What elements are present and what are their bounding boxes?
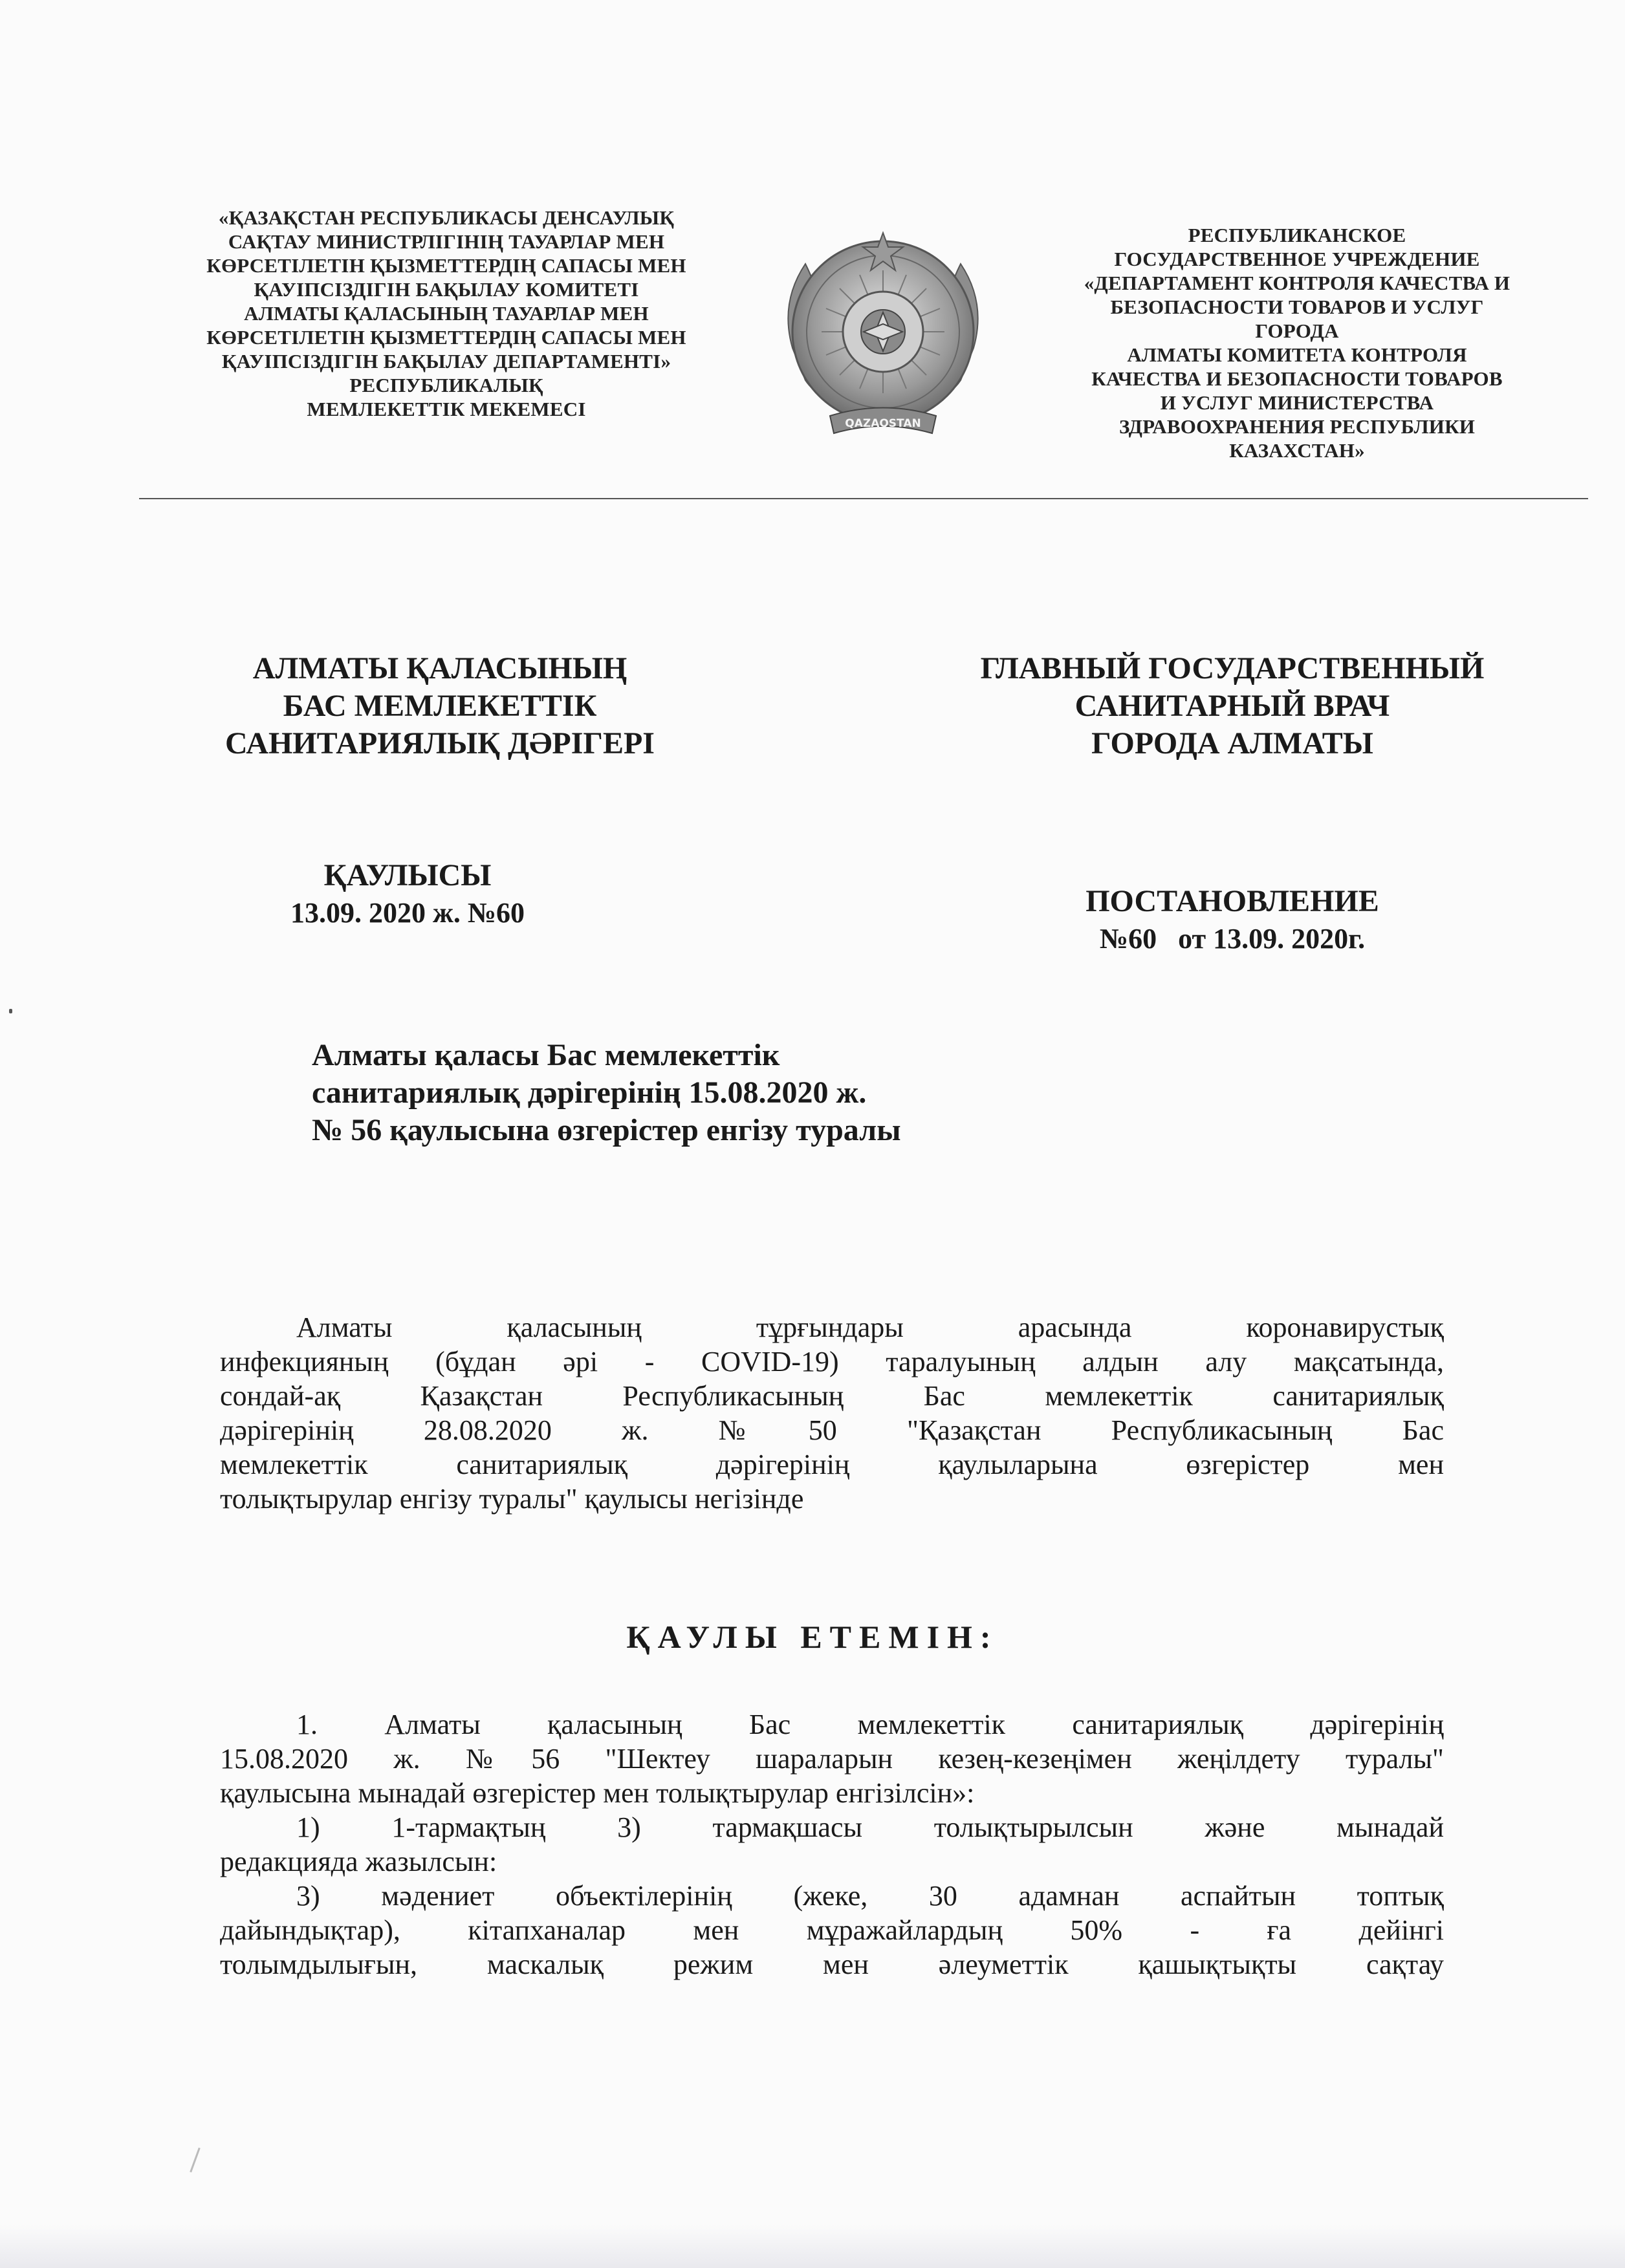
header-ru-line: ЗДРАВООХРАНЕНИЯ РЕСПУБЛИКИ [1118, 415, 1476, 438]
decree-ru-label: ПОСТАНОВЛЕНИЕ [1085, 884, 1379, 918]
preamble-line: толықтырулар енгізу туралы" қаулысы негізінде [220, 1483, 804, 1515]
subpoint-3-line: толымдылығын, маскалық режим мен әлеуметтік қашықтықты сақтау [220, 1949, 1444, 1980]
header-kz-line: ҚАУІПСІЗДІГІН БАҚЫЛАУ ДЕПАРТАМЕНТІ» [221, 350, 671, 373]
header-ru-line: «ДЕПАРТАМЕНТ КОНТРОЛЯ КАЧЕСТВА И [1084, 272, 1510, 294]
header-ru-line: ГОРОДА [1255, 319, 1339, 342]
title-kz-line: САНИТАРИЯЛЫҚ ДӘРІГЕРІ [225, 726, 655, 761]
header-kz-line: ҚАУІПСІЗДІГІН БАҚЫЛАУ КОМИТЕТІ [254, 278, 639, 301]
header-ru-line: ГОСУДАРСТВЕННОЕ УЧРЕЖДЕНИЕ [1114, 248, 1480, 270]
title-ru-line: САНИТАРНЫЙ ВРАЧ [1074, 689, 1390, 723]
official-title-kz [194, 650, 686, 762]
subpoint-1-line: редакцияда жазылсын: [220, 1846, 497, 1877]
emblem-text: QAZAQSTAN [845, 417, 921, 430]
header-ru-line: АЛМАТЫ КОМИТЕТА КОНТРОЛЯ [1127, 343, 1467, 366]
point-1-line: 1. Алматы қаласының Бас мемлекеттік санитариялық дәрігерінің [296, 1709, 1444, 1740]
header-kz-line: «ҚАЗАҚСТАН РЕСПУБЛИКАСЫ ДЕНСАУЛЫҚ [218, 206, 675, 229]
preamble-line: мемлекеттік санитариялық дәрігерінің қаулыларына өзгерістер мен [220, 1449, 1444, 1480]
title-kz-line: АЛМАТЫ ҚАЛАСЫНЫҢ [252, 651, 627, 686]
header-kz-line: КӨРСЕТІЛЕТІН ҚЫЗМЕТТЕРДІҢ САПАСЫ МЕН [206, 326, 686, 349]
header-ru-line: БЕЗОПАСНОСТИ ТОВАРОВ И УСЛУГ [1110, 296, 1484, 318]
decree-points [220, 1707, 1444, 1982]
scan-speck [9, 1009, 12, 1013]
header-ru-line: И УСЛУГ МИНИСТЕРСТВА [1160, 391, 1434, 414]
preamble-line: инфекцияның (бұдан әрі - COVID-19) таралуының алдын алу мақсатында, [220, 1346, 1444, 1377]
decree-kz-label: ҚАУЛЫСЫ [323, 858, 492, 892]
header-institution-kz [123, 206, 770, 421]
official-title-ru [925, 650, 1540, 762]
header-kz-line: КӨРСЕТІЛЕТІН ҚЫЗМЕТТЕРДІҢ САПАСЫ МЕН [206, 254, 686, 277]
preamble-line: Алматы қаласының тұрғындары арасында коронавирустық [296, 1312, 1444, 1343]
header-divider [139, 498, 1588, 499]
header-kz-line: САҚТАУ МИНИСТРЛІГІНІҢ ТАУАРЛАР МЕН [228, 230, 665, 253]
subject-line: санитариялық дәрігерінің 15.08.2020 ж. [312, 1075, 867, 1110]
subpoint-3-line: дайындықтар), кітапханалар мен мұражайлардың 50% - ға дейінгі [220, 1914, 1444, 1946]
header-institution-ru [1032, 223, 1562, 462]
header-ru-line: КАЗАХСТАН» [1229, 439, 1365, 462]
header-ru-line: РЕСПУБЛИКАНСКОЕ [1188, 224, 1406, 246]
subpoint-3-line: 3) мәдениет объектілерінің (жеке, 30 адамнан аспайтын топтық [296, 1880, 1444, 1912]
scan-speck [0, 2225, 1625, 2268]
title-ru-line: ГЛАВНЫЙ ГОСУДАРСТВЕННЫЙ [980, 651, 1485, 686]
scan-speck [190, 2148, 200, 2173]
subject-line: Алматы қаласы Бас мемлекеттік [312, 1038, 780, 1072]
decree-subject [312, 1037, 901, 1149]
subject-line: № 56 қаулысына өзгерістер енгізу туралы [312, 1113, 901, 1147]
header-kz-line: МЕМЛЕКЕТТІК МЕКЕМЕСІ [307, 398, 586, 420]
header-kz-line: РЕСПУБЛИКАЛЫҚ [349, 374, 543, 396]
decree-kz-number: 13.09. 2020 ж. №60 [290, 897, 525, 929]
preamble-paragraph [220, 1310, 1444, 1516]
decree-ru [1006, 883, 1459, 958]
state-emblem-icon [780, 193, 987, 471]
decree-ru-number: №60 от 13.09. 2020г. [1099, 923, 1366, 955]
preamble-line: сондай-ақ Қазақстан Республикасының Бас мемлекеттік санитариялық [220, 1380, 1444, 1412]
point-1-line: қаулысына мынадай өзгерістер мен толықтырулар енгізілсін»: [220, 1777, 975, 1809]
decree-kz [226, 857, 589, 932]
header-kz-line: АЛМАТЫ ҚАЛАСЫНЫҢ ТАУАРЛАР МЕН [244, 302, 649, 325]
title-kz-line: БАС МЕМЛЕКЕТТІК [283, 689, 597, 723]
resolve-heading: ҚАУЛЫ ЕТЕМІН: [626, 1619, 999, 1655]
subpoint-1-line: 1) 1-тармақтың 3) тармақшасы толықтырылсын және мынадай [296, 1811, 1444, 1843]
title-ru-line: ГОРОДА АЛМАТЫ [1091, 726, 1373, 761]
preamble-line: дәрігерінің 28.08.2020 ж. №50 "Қазақстан Республикасының Бас [220, 1414, 1444, 1446]
point-1-line: 15.08.2020 ж. №56 "Шектеу шараларын кезең-кезеңімен жеңілдету туралы" [220, 1743, 1444, 1775]
header-ru-line: КАЧЕСТВА И БЕЗОПАСНОСТИ ТОВАРОВ [1091, 367, 1503, 390]
